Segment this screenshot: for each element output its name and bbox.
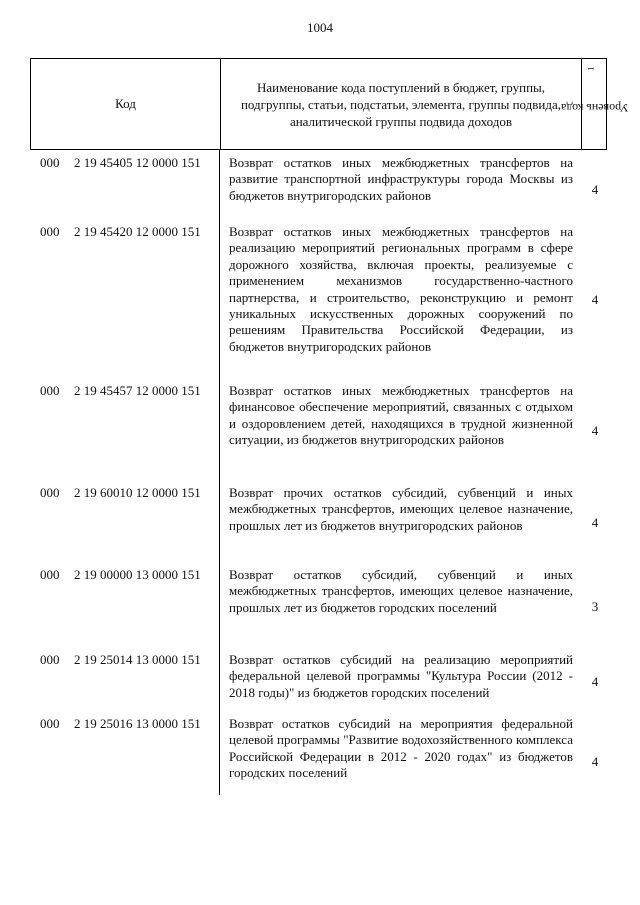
row-level: 4	[591, 515, 599, 530]
header-name: Наименование кода поступлений в бюджет, группы, подгруппы, статьи, подстатьи, элемента, группы подвида, аналитической группы подвида доходов	[220, 59, 582, 149]
row-name: Возврат остатков субсидий на мероприятия федеральной целевой программы "Развитие водохозяйственного комплекса Российской Федерации в 2012 - 2020 годах" из бюджетов городских поселений	[229, 716, 573, 781]
row-level: 4	[591, 182, 599, 197]
row-name: Возврат остатков субсидий на реализацию мероприятий федеральной целевой программы "Культура России (2012 - 2018 годы)" из бюджетов городских поселений	[229, 652, 573, 700]
page-number: 1004	[307, 20, 333, 35]
row-name: Возврат остатков иных межбюджетных трансфертов на финансовое обеспечение мероприятий, связанных с отдыхом и оздоровлением детей, находящихся в трудной жизненной ситуации, из бюджетов внутригородских районов	[229, 383, 573, 448]
row-level: 3	[591, 599, 599, 614]
row-name: Возврат остатков иных межбюджетных трансфертов на реализацию мероприятий региональных программ в сфере дорожного хозяйства, включая проекты, реализуемые с применением механизмов государственно-частного партнерства, и строительство, реконструкцию и ремонт уникальных искусственных дорожных сооружений по решениям Правительства Российской Федерации, из бюджетов внутригородских районов	[229, 224, 573, 354]
row-code: 2 19 45405 12 0000 151	[74, 155, 201, 170]
row-budget-code: 000	[40, 155, 60, 170]
row-name: Возврат прочих остатков субсидий, субвенций и иных межбюджетных трансфертов, имеющих целевое назначение, прошлых лет из бюджетов внутригородских районов	[229, 485, 573, 533]
header-level-footnote: 1	[586, 66, 596, 71]
row-budget-code: 000	[40, 716, 60, 731]
table-header	[30, 58, 629, 150]
row-budget-code: 000	[40, 224, 60, 239]
header-code: Код	[115, 96, 136, 111]
row-budget-code: 000	[40, 567, 60, 582]
row-code: 2 19 25016 13 0000 151	[74, 716, 201, 731]
row-name: Возврат остатков субсидий, субвенций и иных межбюджетных трансфертов, имеющих целевое назначение, прошлых лет из бюджетов городских поселений	[229, 567, 573, 615]
row-code: 2 19 25014 13 0000 151	[74, 652, 201, 667]
column-divider	[219, 150, 220, 795]
row-code: 2 19 60010 12 0000 151	[74, 485, 201, 500]
row-code: 2 19 45457 12 0000 151	[74, 383, 201, 398]
row-code: 2 19 45420 12 0000 151	[74, 224, 201, 239]
row-budget-code: 000	[40, 652, 60, 667]
row-name: Возврат остатков иных межбюджетных трансфертов на развитие транспортной инфраструктуры города Москвы из бюджетов внутригородских районов	[229, 155, 573, 203]
row-budget-code: 000	[40, 485, 60, 500]
header-level-text: Уровень кода	[560, 101, 629, 115]
row-level: 4	[591, 292, 599, 307]
header-level-label	[560, 66, 629, 142]
row-level: 4	[591, 423, 599, 438]
header-level	[560, 59, 629, 149]
row-budget-code: 000	[40, 383, 60, 398]
row-code: 2 19 00000 13 0000 151	[74, 567, 201, 582]
row-level: 4	[591, 674, 599, 689]
row-level: 4	[591, 754, 599, 769]
